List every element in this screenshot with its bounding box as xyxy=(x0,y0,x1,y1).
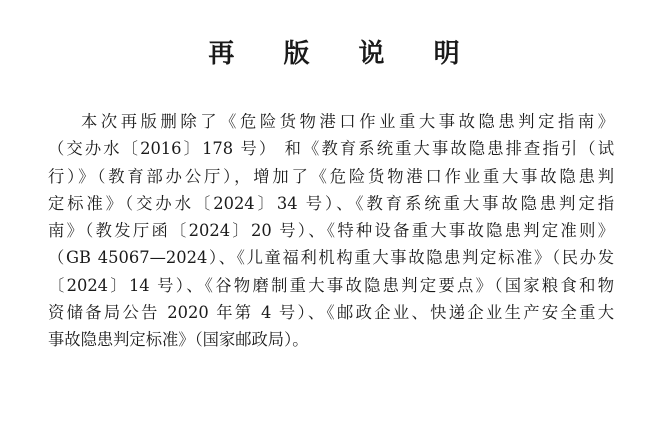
paragraph-line-4: 定标准》（交办水〔2024〕34 号）、《教育系统重大事故隐患判定指 xyxy=(48,193,614,213)
page-title: 再 版 说 明 xyxy=(208,39,480,69)
paragraph-line-7: 〔2024〕14 号）、《谷物磨制重大事故隐患判定要点》（国家粮食和物 xyxy=(48,275,614,295)
paragraph-line-5: 南》（教发厅函〔2024〕20 号）、《特种设备重大事故隐患判定准则》 xyxy=(48,221,614,241)
body-paragraph xyxy=(48,108,614,354)
paragraph-line-8: 资储备局公告 2020 年第 4 号）、《邮政企业、快递企业生产安全重大 xyxy=(48,303,614,323)
paragraph-line-1: 本次再版删除了《危险货物港口作业重大事故隐患判定指南》 xyxy=(81,112,614,131)
paragraph-line-3: 行）》（教育部办公厅），增加了《危险货物港口作业重大事故隐患判 xyxy=(48,166,614,186)
paragraph-line-2: （交办水〔2016〕178 号） 和《教育系统重大事故隐患排查指引（试 xyxy=(48,139,614,159)
paragraph-line-6: （GB 45067—2024）、《儿童福利机构重大事故隐患判定标准》（民办发 xyxy=(48,248,614,268)
paragraph-line-9: 事故隐患判定标准》（国家邮政局）。 xyxy=(48,330,309,350)
